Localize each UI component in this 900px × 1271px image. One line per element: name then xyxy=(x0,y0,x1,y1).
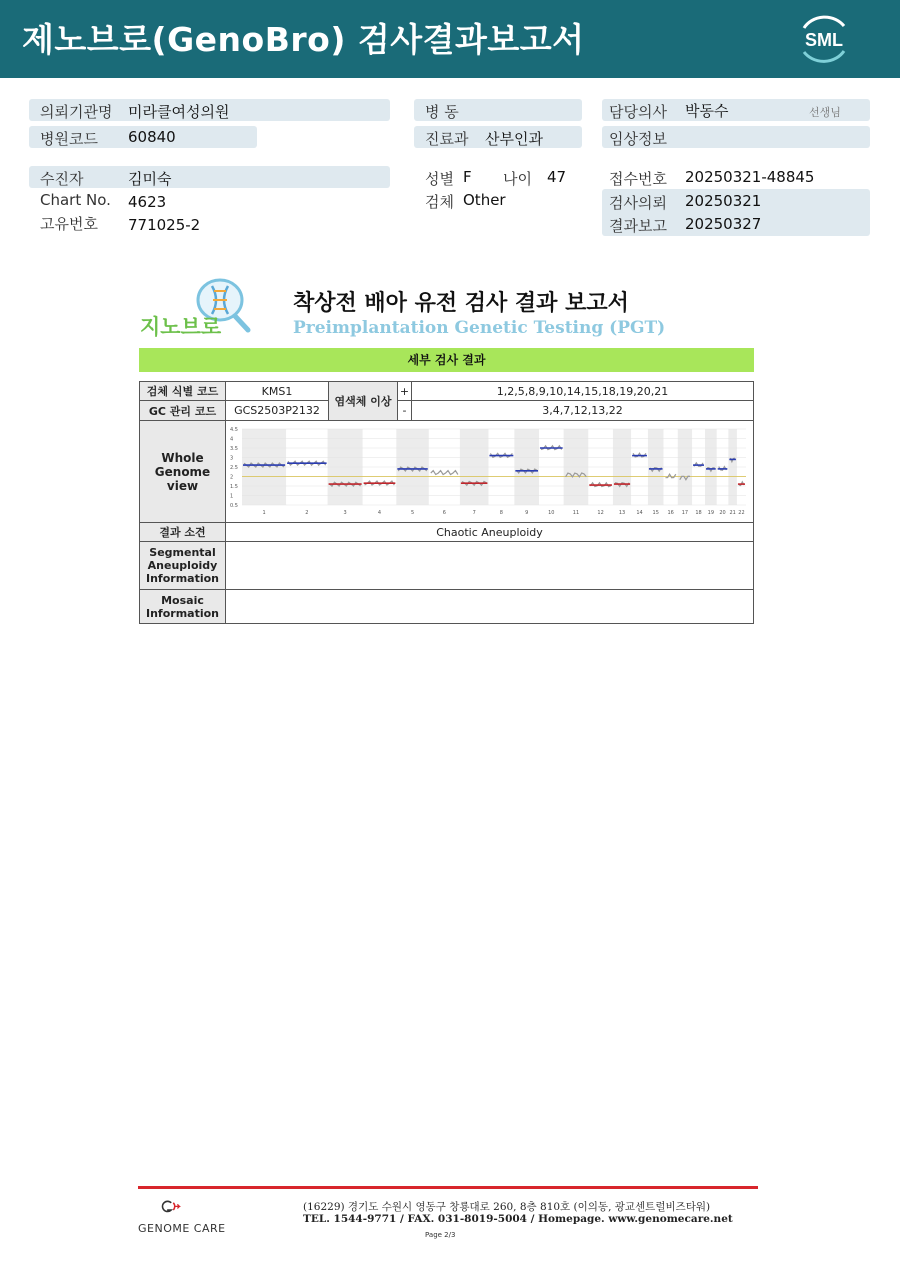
mosaic-value xyxy=(226,590,754,624)
x-tick-label: 8 xyxy=(499,510,503,516)
x-tick-label: 6 xyxy=(442,510,446,516)
header-bar xyxy=(0,0,900,78)
gc-code-label: GC 관리 코드 xyxy=(140,401,226,421)
data-trace-chr6 xyxy=(431,471,458,475)
genome-care-name: GENOME CARE xyxy=(138,1222,226,1235)
whole-genome-chart xyxy=(228,423,750,517)
x-tick-label: 17 xyxy=(681,510,689,516)
institution-label: 의뢰기관명 xyxy=(40,103,113,121)
sample-code-label: 검체 식별 코드 xyxy=(140,382,226,401)
age-value: 47 xyxy=(547,168,567,186)
chart-label: Chart No. xyxy=(40,191,111,209)
gc-code-value: GCS2503P2132 xyxy=(226,401,329,421)
patient-value: 김미숙 xyxy=(128,170,172,188)
y-tick-label: 2 xyxy=(230,474,234,481)
sml-logo-icon xyxy=(798,14,850,64)
receipt-value: 20250321-48845 xyxy=(685,168,815,186)
unique-value: 771025-2 xyxy=(128,216,201,234)
y-tick-label: 3 xyxy=(230,455,234,462)
genome-care-logo-icon xyxy=(160,1197,206,1223)
x-tick-label: 12 xyxy=(597,510,604,516)
request-value: 20250321 xyxy=(685,192,762,210)
plus-sign: + xyxy=(398,382,412,401)
x-tick-label: 10 xyxy=(548,510,555,516)
table-row xyxy=(140,421,754,523)
y-tick-label: 4 xyxy=(230,436,234,443)
whole-genome-label: Whole Genome view xyxy=(140,421,226,523)
specimen-label: 검체 xyxy=(425,193,454,211)
x-tick-label: 13 xyxy=(618,510,626,516)
hospital-code-label: 병원코드 xyxy=(40,130,98,148)
x-tick-label: 11 xyxy=(572,510,580,516)
table-row xyxy=(140,523,754,542)
report-title-en: Preimplantation Genetic Testing (PGT) xyxy=(293,318,666,338)
segmental-label: Segmental Aneuploidy Information xyxy=(140,542,226,590)
doctor-value: 박동수 xyxy=(685,102,729,120)
chrom-abnormal-label: 염색체 이상 xyxy=(329,382,398,421)
x-tick-label: 15 xyxy=(652,510,659,516)
segmental-value xyxy=(226,542,754,590)
result-table xyxy=(139,381,754,624)
table-row xyxy=(140,542,754,590)
x-tick-label: 7 xyxy=(472,510,476,516)
x-tick-label: 9 xyxy=(525,510,529,516)
table-row xyxy=(140,590,754,624)
y-tick-label: 1.5 xyxy=(230,484,238,490)
x-tick-label: 18 xyxy=(695,510,702,516)
y-tick-label: 2.5 xyxy=(230,465,238,471)
sex-label: 성별 xyxy=(425,170,454,188)
footer-address: (16229) 경기도 수원시 영동구 창룡대로 260, 8층 810호 (이의동, 광교센트럴비즈타워) xyxy=(303,1201,711,1213)
unique-label: 고유번호 xyxy=(40,215,98,233)
plus-value: 1,2,5,8,9,10,14,15,18,19,20,21 xyxy=(412,382,754,401)
request-label: 검사의뢰 xyxy=(609,194,667,212)
x-tick-label: 22 xyxy=(738,510,745,516)
y-tick-label: 1 xyxy=(230,493,234,500)
page-title: 제노브로(GenoBro) 검사결과보고서 xyxy=(22,20,585,59)
x-tick-label: 4 xyxy=(377,510,382,516)
minus-value: 3,4,7,12,13,22 xyxy=(412,401,754,421)
hospital-code-value: 60840 xyxy=(128,128,176,146)
result-value: Chaotic Aneuploidy xyxy=(226,523,754,542)
x-tick-label: 1 xyxy=(262,510,266,516)
sml-logo-text: SML xyxy=(805,30,843,50)
report-value: 20250327 xyxy=(685,215,762,233)
y-tick-label: 4.5 xyxy=(230,427,238,433)
whole-genome-cell xyxy=(226,421,754,523)
ward-label: 병 동 xyxy=(425,103,459,121)
x-tick-label: 14 xyxy=(636,510,643,516)
dept-label: 진료과 xyxy=(425,130,469,148)
sample-code-value: KMS1 xyxy=(226,382,329,401)
x-tick-label: 20 xyxy=(719,510,726,516)
doctor-label: 담당의사 xyxy=(609,103,667,121)
report-label: 결과보고 xyxy=(609,217,667,235)
receipt-label: 접수번호 xyxy=(609,170,667,188)
specimen-value: Other xyxy=(463,191,506,209)
y-tick-label: 3.5 xyxy=(230,446,238,452)
table-row xyxy=(140,401,754,421)
genobro-logo xyxy=(140,278,255,340)
x-tick-label: 16 xyxy=(667,510,674,516)
section-title: 세부 검사 결과 xyxy=(139,348,754,372)
age-label: 나이 xyxy=(503,170,532,188)
genobro-logo-text: 지노브로 xyxy=(140,315,222,339)
patient-label: 수진자 xyxy=(40,170,84,188)
institution-value: 미라클여성의원 xyxy=(128,103,230,121)
doctor-suffix: 선생님 xyxy=(809,106,841,119)
footer-contact: TEL. 1544-9771 / FAX. 031-8019-5004 / Homepage. www.genomecare.net xyxy=(303,1213,733,1225)
clinical-label: 임상정보 xyxy=(609,130,667,148)
mosaic-label: Mosaic Information xyxy=(140,590,226,624)
dept-value: 산부인과 xyxy=(485,130,543,148)
chart-value: 4623 xyxy=(128,193,167,211)
sex-value: F xyxy=(463,168,472,186)
x-tick-label: 19 xyxy=(707,510,715,516)
minus-sign: - xyxy=(398,401,412,421)
report-title-ko: 착상전 배아 유전 검사 결과 보고서 xyxy=(293,291,629,316)
data-trace-chr16 xyxy=(666,474,676,478)
x-tick-label: 5 xyxy=(410,510,415,516)
x-tick-label: 21 xyxy=(729,510,736,516)
footer-divider xyxy=(138,1186,758,1189)
table-row xyxy=(140,382,754,401)
result-label: 결과 소견 xyxy=(140,523,226,542)
x-tick-label: 3 xyxy=(343,510,347,516)
page-number: Page 2/3 xyxy=(425,1231,456,1239)
x-tick-label: 2 xyxy=(305,510,309,516)
y-tick-label: 0.5 xyxy=(230,503,238,509)
